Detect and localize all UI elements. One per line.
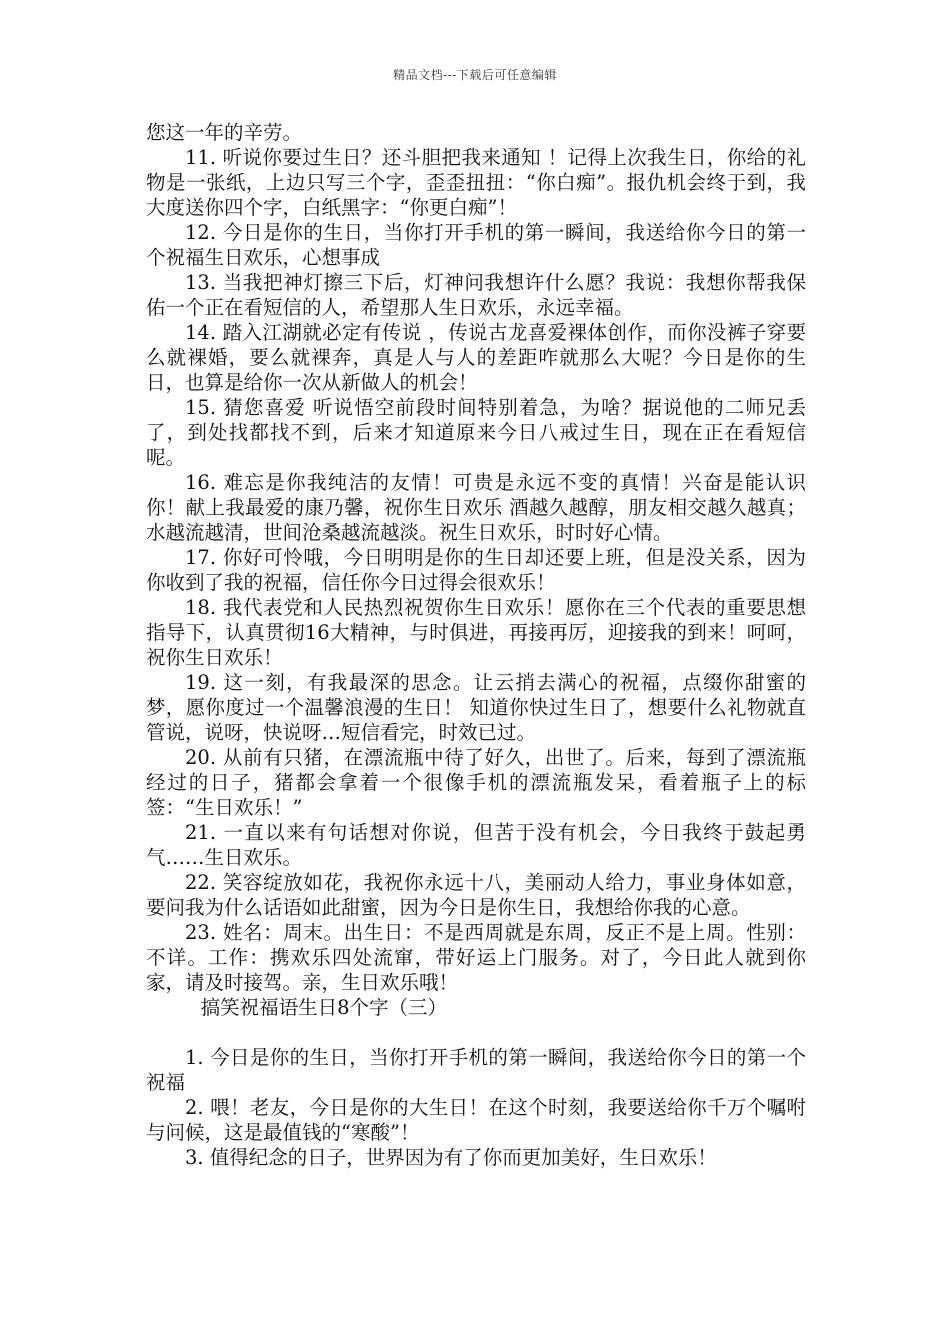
list-item: 11. 听说你要过生日？还斗胆把我来通知 ！记得上次我生日，你给的礼物是一张纸，上边只写三个字，歪歪扭扭：“你白痴”。报仇机会终于到，我大度送你四个字，白纸黑字：“你更白痴”！ [146, 146, 806, 219]
list-item: 1. 今日是你的生日，当你打开手机的第一瞬间，我送给你今日的第一个祝福 [146, 1046, 806, 1094]
list-item: 21. 一直以来有句话想对你说，但苦于没有机会，今日我终于鼓起勇气……生日欢乐。 [146, 821, 806, 869]
list-item: 22. 笑容绽放如花，我祝你永远十八，美丽动人给力，事业身体如意，要问我为什么话语如此甜蜜，因为今日是你生日，我想给你我的心意。 [146, 871, 806, 919]
list-item: 23. 姓名：周末。出生日：不是西周就是东周，反正不是上周。性别：不详。工作：携欢乐四处流窜，带好运上门服务。对了，今日此人就到你家，请及时接驾。亲，生日欢乐哦！ [146, 921, 806, 994]
list-item: 20. 从前有只猪，在漂流瓶中待了好久，出世了。后来，每到了漂流瓶经过的日子，猪都会拿着一个很像手机的漂流瓶发呆，看着瓶子上的标签：“生日欢乐！” [146, 746, 806, 819]
lead-paragraph: 您这一年的辛劳。 [146, 121, 303, 144]
page-header: 精品文档---下载后可任意编辑 [393, 68, 557, 82]
list-item: 14. 踏入江湖就必定有传说 ，传说古龙喜爱裸体创作，而你没裤子穿要么就裸婚，要么就裸奔，真是人与人的差距咋就那么大呢？今日是你的生日，也算是给你一次从新做人的机会！ [146, 321, 806, 394]
list-item: 19. 这一刻，有我最深的思念。让云捎去满心的祝福，点缀你甜蜜的梦，愿你度过一个温馨浪漫的生日！ 知道你快过生日了，想要什么礼物就直管说，说呀，快说呀…短信看完，时效已过。 [146, 671, 806, 744]
list-item: 3. 值得纪念的日子，世界因为有了你而更加美好，生日欢乐！ [185, 1146, 717, 1169]
list-item: 2. 喂！老友，今日是你的大生日！在这个时刻，我要送给你千万个嘱咐与问候，这是最值钱的“寒酸”！ [146, 1096, 806, 1144]
list-item: 17. 你好可怜哦，今日明明是你的生日却还要上班，但是没关系，因为你收到了我的祝福，信任你今日过得会很欢乐！ [146, 546, 806, 594]
list-item: 16. 难忘是你我纯洁的友情！可贵是永远不变的真情！兴奋是能认识你！献上我最爱的康乃馨，祝你生日欢乐 酒越久越醇，朋友相交越久越真；水越流越清，世间沧桑越流越淡。祝生日欢乐，时时好心情。 [146, 471, 806, 544]
list-item: 12. 今日是你的生日，当你打开手机的第一瞬间，我送给你今日的第一个祝福生日欢乐，心想事成 [146, 221, 806, 269]
list-item: 18. 我代表党和人民热烈祝贺你生日欢乐！愿你在三个代表的重要思想指导下，认真贯彻16大精神，与时俱进，再接再厉，迎接我的到来！呵呵，祝你生日欢乐！ [146, 596, 806, 669]
list-item: 15. 猜您喜爱 听说悟空前段时间特别着急，为啥？据说他的二师兄丢了，到处找都找不到，后来才知道原来今日八戒过生日，现在正在看短信呢。 [146, 396, 806, 469]
document-body [146, 120, 806, 1170]
section-title: 搞笑祝福语生日8个字（三） [200, 996, 448, 1019]
list-item: 13. 当我把神灯擦三下后，灯神问我想许什么愿？我说：我想你帮我保佑一个正在看短信的人，希望那人生日欢乐，永远幸福。 [146, 271, 806, 319]
